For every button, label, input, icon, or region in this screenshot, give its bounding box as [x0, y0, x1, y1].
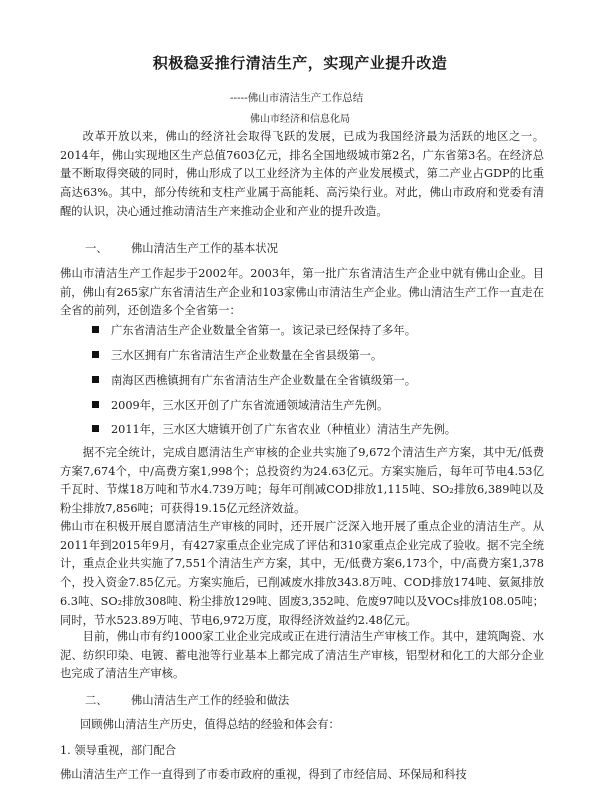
- list-item: 2009年，三水区开创了广东省流通领域清洁生产先例。: [92, 397, 388, 413]
- experience-point-1: 1. 领导重视，部门配合: [60, 744, 177, 757]
- list-item: 三水区拥有广东省清洁生产企业数量在全省县级第一。: [92, 347, 382, 363]
- current-status-paragraph: 目前，佛山市有约1000家工业企业完成或正在进行清洁生产审核工作。其中，建筑陶瓷、水泥、纺织印染、电镀、蓄电池等行业基本上都完成了清洁生产审核，铝型材和化工的大部分企业也完成了清洁生产审核。: [60, 630, 544, 681]
- section-heading-2: [85, 692, 289, 708]
- document-subtitle: -----佛山市清洁生产工作总结: [230, 92, 364, 104]
- document-title: 积极稳妥推行清洁生产，实现产业提升改造: [152, 54, 448, 72]
- section-title: 佛山清洁生产工作的基本状况: [131, 242, 278, 255]
- list-item: 南海区西樵镇拥有广东省清洁生产企业数量在全省镇级第一。: [92, 372, 416, 388]
- issuing-organization: 佛山市经济和信息化局: [250, 114, 350, 125]
- bullet-square-icon: [92, 401, 99, 408]
- list-item: 2011年，三水区大塘镇开创了广东省农业（种植业）清洁生产先例。: [92, 421, 456, 437]
- key-enterprise-audit-paragraph: 佛山市在积极开展自愿清洁生产审核的同时，还开展广泛深入地开展了重点企业的清洁生产。从2011年到2015年9月，有427家重点企业完成了评估和310家重点企业完成了验收。据不完全统计，重点企业共实施了7,551个清洁生产方案，其中，无/低费方案6,173个，中/高费方案1,378个，投入资金7.85亿元。方案实施后，已削减废水排放343.8万吨、COD排放174吨、氨氮排放6.3吨、SO₂排放308吨、粉尘排放129吨、固废3,352吨、危废97吨以及VOCs排放108.05吨；同时，节水523.89万吨、节电6,972万度，取得经济效益约2.48亿元。: [60, 520, 544, 627]
- experience-intro: 回顾佛山清洁生产历史，值得总结的经验和体会有：: [80, 718, 340, 731]
- section-number: 二、: [85, 694, 108, 707]
- section-number: 一、: [85, 242, 108, 255]
- bullet-square-icon: [92, 376, 99, 383]
- section-title: 佛山清洁生产工作的经验和做法: [131, 694, 290, 707]
- paragraph-continuation: 佛山清洁生产工作一直得到了市委市政府的重视，得到了市经信局、环保局和科技: [60, 768, 467, 781]
- bullet-square-icon: [92, 326, 99, 333]
- bullet-square-icon: [92, 425, 99, 432]
- section-heading-1: [85, 240, 278, 256]
- intro-paragraph: 改革开放以来，佛山的经济社会取得飞跃的发展，已成为我国经济最为活跃的地区之一。2014年，佛山实现地区生产总值7603亿元，排名全国地级城市第2名，广东省第3名。在经济总量不断取得突破的同时，佛山形成了以工业经济为主体的产业发展模式，第二产业占GDP的比重高达63%。其中，部分传统和支柱产业属于高能耗、高污染行业。对此，佛山市政府和党委有清醒的认识，决心通过推动清洁生产来推动企业和产业的提升改造。: [60, 130, 544, 218]
- basic-status-paragraph: 佛山市清洁生产工作起步于2002年。2003年，第一批广东省清洁生产企业中就有佛山企业。目前，佛山有265家广东省清洁生产企业和103家佛山市清洁生产企业。佛山清洁生产工作一直走在全省的前列，还创造多个全省第一：: [60, 267, 544, 318]
- list-item: 广东省清洁生产企业数量全省第一。该记录已经保持了多年。: [92, 322, 416, 338]
- statistics-paragraph: 据不完全统计，完成自愿清洁生产审核的企业共实施了9,672个清洁生产方案，其中无/低费方案7,674个，中/高费方案1,998个；总投资约为24.63亿元。方案实施后，每年可节电4.53亿千瓦时、节煤18万吨和节水4.739万吨；每年可削减COD排放1,115吨、SO₂排放6,389吨以及粉尘排放7,856吨；可获得19.15亿元经济效益。: [60, 446, 544, 516]
- bullet-square-icon: [92, 351, 99, 358]
